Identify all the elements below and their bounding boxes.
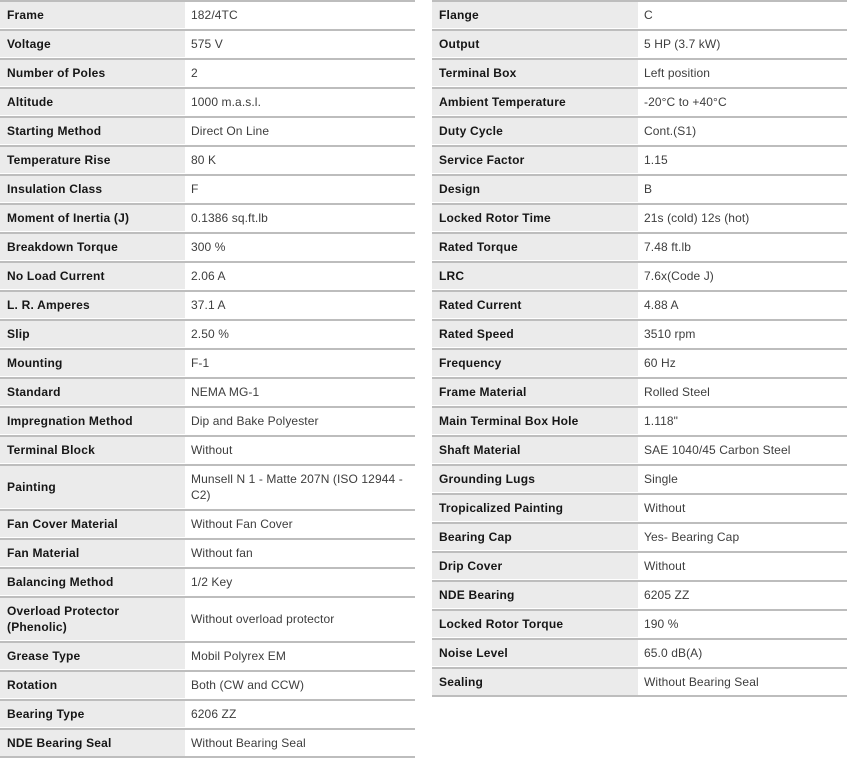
spec-row <box>432 377 847 405</box>
spec-value: 4.88 A <box>644 298 679 312</box>
spec-label: Locked Rotor Torque <box>432 611 638 637</box>
spec-value: 2 <box>191 66 198 80</box>
spec-row <box>0 261 415 289</box>
spec-value: 7.6x(Code J) <box>644 269 714 283</box>
spec-value: 6205 ZZ <box>644 588 690 602</box>
spec-row <box>0 464 415 508</box>
spec-value: 5 HP (3.7 kW) <box>644 37 721 51</box>
spec-row <box>432 406 847 434</box>
spec-row <box>0 232 415 260</box>
spec-value: 182/4TC <box>191 8 238 22</box>
spec-row <box>0 670 415 698</box>
spec-label: Design <box>432 176 638 202</box>
spec-value: 7.48 ft.lb <box>644 240 692 254</box>
spec-value: -20°C to +40°C <box>644 95 727 109</box>
spec-row <box>432 261 847 289</box>
spec-value: Direct On Line <box>191 124 270 138</box>
spec-row <box>432 522 847 550</box>
spec-row <box>0 290 415 318</box>
spec-label: Service Factor <box>432 147 638 173</box>
spec-value: Yes- Bearing Cap <box>644 530 740 544</box>
spec-value: 21s (cold) 12s (hot) <box>644 211 750 225</box>
spec-table-left <box>0 0 415 758</box>
spec-label: Grease Type <box>0 643 185 669</box>
spec-label: Voltage <box>0 31 185 57</box>
spec-value: 60 Hz <box>644 356 676 370</box>
spec-row <box>432 348 847 376</box>
spec-label: Balancing Method <box>0 569 185 595</box>
spec-row <box>0 641 415 669</box>
spec-row <box>432 580 847 608</box>
spec-row <box>432 319 847 347</box>
spec-value: 190 % <box>644 617 679 631</box>
spec-label: Frame Material <box>432 379 638 405</box>
spec-label: Insulation Class <box>0 176 185 202</box>
spec-table-right <box>432 0 847 697</box>
spec-label: NDE Bearing Seal <box>0 730 185 756</box>
spec-value: Without overload protector <box>191 612 335 626</box>
spec-row <box>432 29 847 57</box>
spec-row <box>432 232 847 260</box>
spec-row <box>432 0 847 28</box>
spec-row <box>432 290 847 318</box>
spec-value: 3510 rpm <box>644 327 696 341</box>
spec-row <box>432 609 847 637</box>
spec-label: NDE Bearing <box>432 582 638 608</box>
spec-row <box>0 58 415 86</box>
spec-row <box>432 58 847 86</box>
spec-value: Without <box>191 443 233 457</box>
spec-value: F <box>191 182 199 196</box>
spec-label: Terminal Block <box>0 437 185 463</box>
spec-row <box>0 145 415 173</box>
spec-row <box>0 29 415 57</box>
spec-label: Slip <box>0 321 185 347</box>
spec-value: 1000 m.a.s.l. <box>191 95 262 109</box>
spec-label: Starting Method <box>0 118 185 144</box>
spec-value: 1/2 Key <box>191 575 233 589</box>
spec-row <box>0 567 415 595</box>
spec-label: L. R. Amperes <box>0 292 185 318</box>
spec-value: Without Bearing Seal <box>191 736 306 750</box>
spec-row <box>0 538 415 566</box>
spec-value: SAE 1040/45 Carbon Steel <box>644 443 791 457</box>
spec-value: B <box>644 182 653 196</box>
spec-value: 65.0 dB(A) <box>644 646 703 660</box>
spec-label: Rated Speed <box>432 321 638 347</box>
spec-row <box>0 699 415 727</box>
spec-label: Impregnation Method <box>0 408 185 434</box>
spec-label: Moment of Inertia (J) <box>0 205 185 231</box>
spec-value: 6206 ZZ <box>191 707 237 721</box>
spec-value: 300 % <box>191 240 226 254</box>
spec-label: Frequency <box>432 350 638 376</box>
spec-value: Without Fan Cover <box>191 517 293 531</box>
spec-label: Ambient Temperature <box>432 89 638 115</box>
spec-row <box>432 638 847 666</box>
spec-label: Duty Cycle <box>432 118 638 144</box>
spec-value: Rolled Steel <box>644 385 710 399</box>
spec-label: Altitude <box>0 89 185 115</box>
spec-value: 1.118" <box>644 414 678 428</box>
spec-label: Noise Level <box>432 640 638 666</box>
spec-label: Shaft Material <box>432 437 638 463</box>
spec-row <box>0 116 415 144</box>
spec-label: Mounting <box>0 350 185 376</box>
spec-row <box>0 406 415 434</box>
spec-value: 80 K <box>191 153 217 167</box>
spec-value: Dip and Bake Polyester <box>191 414 319 428</box>
spec-value: Single <box>644 472 678 486</box>
spec-label: Overload Protector (Phenolic) <box>0 598 185 640</box>
spec-label: Bearing Cap <box>432 524 638 550</box>
spec-label: Bearing Type <box>0 701 185 727</box>
spec-row <box>432 145 847 173</box>
spec-value: 37.1 A <box>191 298 226 312</box>
spec-value: 0.1386 sq.ft.lb <box>191 211 268 225</box>
spec-value: 2.06 A <box>191 269 226 283</box>
spec-row <box>432 87 847 115</box>
spec-value: C <box>644 8 653 22</box>
spec-label: Grounding Lugs <box>432 466 638 492</box>
spec-label: Drip Cover <box>432 553 638 579</box>
spec-row <box>432 464 847 492</box>
spec-value: Without <box>644 559 686 573</box>
spec-row <box>0 435 415 463</box>
spec-row <box>0 174 415 202</box>
spec-label: Main Terminal Box Hole <box>432 408 638 434</box>
spec-label: Frame <box>0 2 185 28</box>
spec-label: Sealing <box>432 669 638 695</box>
spec-row <box>432 435 847 463</box>
spec-label: Output <box>432 31 638 57</box>
spec-value: 2.50 % <box>191 327 229 341</box>
spec-row <box>0 509 415 537</box>
spec-row <box>432 116 847 144</box>
spec-row <box>0 728 415 756</box>
spec-value: Without fan <box>191 546 253 560</box>
spec-value: Without <box>644 501 686 515</box>
spec-value: 1.15 <box>644 153 668 167</box>
spec-label: Temperature Rise <box>0 147 185 173</box>
spec-row <box>432 551 847 579</box>
spec-label: Standard <box>0 379 185 405</box>
spec-value: Both (CW and CCW) <box>191 678 305 692</box>
spec-value: Munsell N 1 - Matte 207N (ISO 12944 - C2) <box>191 472 403 502</box>
spec-label: Rated Current <box>432 292 638 318</box>
spec-label: No Load Current <box>0 263 185 289</box>
spec-value: Cont.(S1) <box>644 124 697 138</box>
spec-value: Without Bearing Seal <box>644 675 759 689</box>
spec-label: Rotation <box>0 672 185 698</box>
spec-value: Mobil Polyrex EM <box>191 649 286 663</box>
spec-label: Breakdown Torque <box>0 234 185 260</box>
spec-row <box>432 203 847 231</box>
spec-label: Rated Torque <box>432 234 638 260</box>
spec-label: Tropicalized Painting <box>432 495 638 521</box>
spec-label: Flange <box>432 2 638 28</box>
spec-label: LRC <box>432 263 638 289</box>
spec-row <box>432 493 847 521</box>
spec-label: Fan Cover Material <box>0 511 185 537</box>
spec-value: F-1 <box>191 356 210 370</box>
spec-label: Locked Rotor Time <box>432 205 638 231</box>
spec-value: NEMA MG-1 <box>191 385 260 399</box>
spec-row <box>0 596 415 640</box>
spec-row <box>432 667 847 695</box>
spec-row <box>0 87 415 115</box>
spec-row <box>0 203 415 231</box>
spec-row <box>0 348 415 376</box>
spec-row <box>432 174 847 202</box>
spec-row <box>0 377 415 405</box>
spec-label: Fan Material <box>0 540 185 566</box>
spec-label: Painting <box>0 466 185 508</box>
spec-value: Left position <box>644 66 711 80</box>
spec-value: 575 V <box>191 37 223 51</box>
spec-row <box>0 0 415 28</box>
spec-label: Number of Poles <box>0 60 185 86</box>
spec-label: Terminal Box <box>432 60 638 86</box>
spec-row <box>0 319 415 347</box>
